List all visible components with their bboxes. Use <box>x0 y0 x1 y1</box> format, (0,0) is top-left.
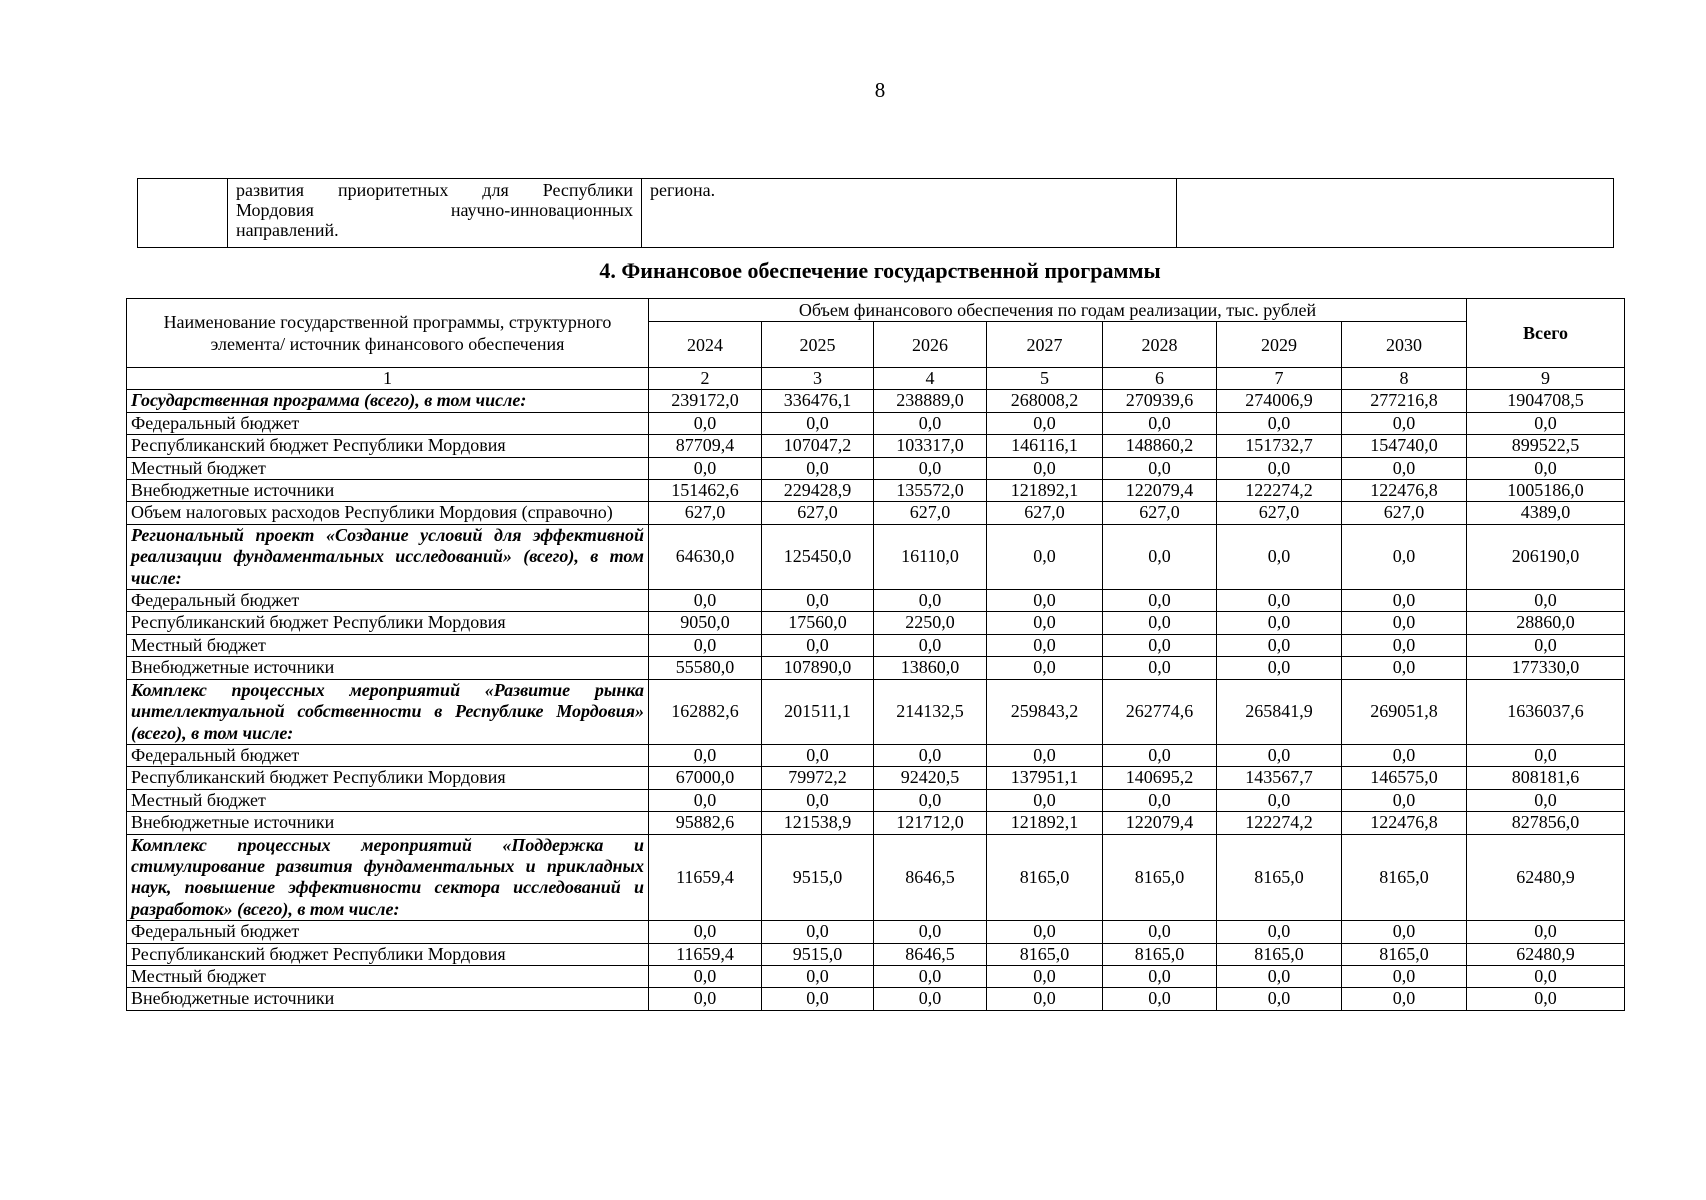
row-year-value: 154740,0 <box>1342 435 1467 457</box>
row-total-value: 1005186,0 <box>1467 480 1625 502</box>
row-total-value: 0,0 <box>1467 789 1625 811</box>
row-year-value: 0,0 <box>1342 988 1467 1010</box>
row-total-value: 0,0 <box>1467 744 1625 766</box>
row-total-value: 1636037,6 <box>1467 679 1625 744</box>
row-year-value: 137951,1 <box>987 767 1103 789</box>
row-name: Местный бюджет <box>127 965 649 987</box>
row-year-value: 8165,0 <box>1103 834 1217 921</box>
row-year-value: 0,0 <box>1103 744 1217 766</box>
row-year-value: 151462,6 <box>649 480 762 502</box>
row-year-value: 0,0 <box>649 744 762 766</box>
row-year-value: 265841,9 <box>1217 679 1342 744</box>
row-year-value: 8165,0 <box>1217 943 1342 965</box>
fragment-empty-cell <box>1177 179 1614 248</box>
row-year-value: 627,0 <box>874 502 987 524</box>
row-total-value: 0,0 <box>1467 590 1625 612</box>
row-total-value: 899522,5 <box>1467 435 1625 457</box>
row-year-value: 9515,0 <box>762 834 874 921</box>
row-year-value: 0,0 <box>987 988 1103 1010</box>
row-year-value: 0,0 <box>987 634 1103 656</box>
row-year-value: 0,0 <box>1103 988 1217 1010</box>
row-year-value: 0,0 <box>1217 634 1342 656</box>
row-year-value: 274006,9 <box>1217 390 1342 412</box>
row-total-value: 206190,0 <box>1467 524 1625 589</box>
row-year-value: 2250,0 <box>874 612 987 634</box>
row-year-value: 0,0 <box>1217 457 1342 479</box>
row-name: Комплекс процессных мероприятий «Поддержка и стимулирование развития фундаментальных и прикладных наук, повышение эффективности сектора исследований и разработок» (всего), в том числе: <box>127 834 649 921</box>
row-year-value: 0,0 <box>987 744 1103 766</box>
row-year-value: 0,0 <box>1103 965 1217 987</box>
row-year-value: 135572,0 <box>874 480 987 502</box>
row-name: Федеральный бюджет <box>127 921 649 943</box>
row-name: Республиканский бюджет Республики Мордовия <box>127 943 649 965</box>
row-year-value: 0,0 <box>874 921 987 943</box>
row-year-value: 0,0 <box>874 590 987 612</box>
row-year-value: 0,0 <box>1103 590 1217 612</box>
row-year-value: 0,0 <box>1342 744 1467 766</box>
row-year-value: 0,0 <box>649 412 762 434</box>
row-year-value: 269051,8 <box>1342 679 1467 744</box>
row-year-value: 0,0 <box>1217 612 1342 634</box>
row-year-value: 0,0 <box>1342 590 1467 612</box>
row-year-value: 0,0 <box>762 590 874 612</box>
row-year-value: 0,0 <box>1217 965 1342 987</box>
row-year-value: 121892,1 <box>987 812 1103 834</box>
row-name: Региональный проект «Создание условий для эффективной реализации фундаментальных исследований» (всего), в том числе: <box>127 524 649 589</box>
header-name-column: Наименование государственной программы, структурного элемента/ источник финансового обеспечения <box>127 299 649 368</box>
table-row-program-item <box>127 524 1625 589</box>
row-year-value: 0,0 <box>874 744 987 766</box>
row-year-value: 107890,0 <box>762 657 874 679</box>
row-year-value: 122274,2 <box>1217 480 1342 502</box>
row-total-value: 62480,9 <box>1467 834 1625 921</box>
row-year-value: 64630,0 <box>649 524 762 589</box>
row-year-value: 627,0 <box>1342 502 1467 524</box>
column-number: 1 <box>127 368 649 390</box>
row-year-value: 11659,4 <box>649 943 762 965</box>
row-total-value: 0,0 <box>1467 457 1625 479</box>
table-row-source <box>127 789 1625 811</box>
row-year-value: 262774,6 <box>1103 679 1217 744</box>
row-year-value: 0,0 <box>1342 789 1467 811</box>
row-total-value: 28860,0 <box>1467 612 1625 634</box>
row-year-value: 336476,1 <box>762 390 874 412</box>
row-name: Внебюджетные источники <box>127 988 649 1010</box>
row-year-value: 0,0 <box>649 457 762 479</box>
row-year-value: 201511,1 <box>762 679 874 744</box>
header-year: 2030 <box>1342 322 1467 368</box>
row-year-value: 0,0 <box>762 457 874 479</box>
table-row-source <box>127 744 1625 766</box>
column-number: 9 <box>1467 368 1625 390</box>
row-name: Комплекс процессных мероприятий «Развитие рынка интеллектуальной собственности в Республике Мордовия» (всего), в том числе: <box>127 679 649 744</box>
row-year-value: 0,0 <box>987 524 1103 589</box>
table-row-source <box>127 502 1625 524</box>
table-row-source <box>127 590 1625 612</box>
column-number: 2 <box>649 368 762 390</box>
row-year-value: 9515,0 <box>762 943 874 965</box>
row-total-value: 0,0 <box>1467 921 1625 943</box>
table-row-source <box>127 634 1625 656</box>
row-name: Республиканский бюджет Республики Мордовия <box>127 435 649 457</box>
row-year-value: 0,0 <box>1342 965 1467 987</box>
row-year-value: 0,0 <box>1217 590 1342 612</box>
row-year-value: 0,0 <box>762 744 874 766</box>
row-total-value: 808181,6 <box>1467 767 1625 789</box>
row-year-value: 125450,0 <box>762 524 874 589</box>
row-name: Федеральный бюджет <box>127 744 649 766</box>
table-row-source <box>127 812 1625 834</box>
row-year-value: 268008,2 <box>987 390 1103 412</box>
row-year-value: 0,0 <box>1217 921 1342 943</box>
column-number: 4 <box>874 368 987 390</box>
row-year-value: 8646,5 <box>874 834 987 921</box>
row-year-value: 121892,1 <box>987 480 1103 502</box>
row-year-value: 0,0 <box>1103 412 1217 434</box>
row-year-value: 627,0 <box>649 502 762 524</box>
row-year-value: 8165,0 <box>987 943 1103 965</box>
row-name: Внебюджетные источники <box>127 657 649 679</box>
row-year-value: 11659,4 <box>649 834 762 921</box>
row-year-value: 121538,9 <box>762 812 874 834</box>
row-year-value: 0,0 <box>1342 612 1467 634</box>
row-name: Местный бюджет <box>127 789 649 811</box>
row-year-value: 0,0 <box>987 657 1103 679</box>
row-name: Государственная программа (всего), в том числе: <box>127 390 649 412</box>
previous-table-fragment <box>137 178 1614 248</box>
row-year-value: 146116,1 <box>987 435 1103 457</box>
row-year-value: 0,0 <box>874 412 987 434</box>
row-year-value: 0,0 <box>1103 524 1217 589</box>
row-year-value: 122079,4 <box>1103 480 1217 502</box>
row-year-value: 0,0 <box>1342 921 1467 943</box>
row-year-value: 627,0 <box>1217 502 1342 524</box>
row-year-value: 121712,0 <box>874 812 987 834</box>
row-total-value: 62480,9 <box>1467 943 1625 965</box>
row-year-value: 0,0 <box>649 965 762 987</box>
row-year-value: 270939,6 <box>1103 390 1217 412</box>
column-number: 6 <box>1103 368 1217 390</box>
fragment-region-cell: региона. <box>642 179 1177 248</box>
row-year-value: 0,0 <box>987 789 1103 811</box>
row-year-value: 103317,0 <box>874 435 987 457</box>
row-year-value: 92420,5 <box>874 767 987 789</box>
row-year-value: 8165,0 <box>1103 943 1217 965</box>
row-year-value: 259843,2 <box>987 679 1103 744</box>
column-number: 7 <box>1217 368 1342 390</box>
row-year-value: 107047,2 <box>762 435 874 457</box>
row-year-value: 143567,7 <box>1217 767 1342 789</box>
row-year-value: 87709,4 <box>649 435 762 457</box>
row-year-value: 0,0 <box>649 590 762 612</box>
header-group-title: Объем финансового обеспечения по годам реализации, тыс. рублей <box>649 299 1467 322</box>
row-year-value: 0,0 <box>1103 921 1217 943</box>
row-year-value: 0,0 <box>762 412 874 434</box>
row-year-value: 0,0 <box>649 789 762 811</box>
header-year: 2026 <box>874 322 987 368</box>
section-title: 4. Финансовое обеспечение государственной программы <box>599 258 1161 283</box>
table-row-source <box>127 612 1625 634</box>
header-year: 2025 <box>762 322 874 368</box>
row-year-value: 0,0 <box>874 457 987 479</box>
row-year-value: 0,0 <box>762 921 874 943</box>
row-total-value: 0,0 <box>1467 965 1625 987</box>
row-year-value: 122079,4 <box>1103 812 1217 834</box>
row-year-value: 0,0 <box>1342 657 1467 679</box>
table-row-source <box>127 480 1625 502</box>
row-year-value: 67000,0 <box>649 767 762 789</box>
page-number: 8 <box>874 78 886 102</box>
row-year-value: 0,0 <box>1342 634 1467 656</box>
row-total-value: 0,0 <box>1467 634 1625 656</box>
header-year: 2027 <box>987 322 1103 368</box>
row-year-value: 239172,0 <box>649 390 762 412</box>
row-year-value: 0,0 <box>762 988 874 1010</box>
row-year-value: 0,0 <box>1103 657 1217 679</box>
table-row-source <box>127 435 1625 457</box>
row-year-value: 0,0 <box>649 988 762 1010</box>
row-year-value: 627,0 <box>762 502 874 524</box>
row-year-value: 13860,0 <box>874 657 987 679</box>
row-year-value: 8165,0 <box>987 834 1103 921</box>
row-year-value: 16110,0 <box>874 524 987 589</box>
row-year-value: 8646,5 <box>874 943 987 965</box>
row-year-value: 0,0 <box>987 457 1103 479</box>
row-total-value: 4389,0 <box>1467 502 1625 524</box>
row-year-value: 8165,0 <box>1217 834 1342 921</box>
header-year: 2028 <box>1103 322 1217 368</box>
header-total: Всего <box>1467 299 1625 368</box>
row-name: Местный бюджет <box>127 634 649 656</box>
column-number: 8 <box>1342 368 1467 390</box>
row-year-value: 151732,7 <box>1217 435 1342 457</box>
row-name: Внебюджетные источники <box>127 812 649 834</box>
row-year-value: 0,0 <box>987 965 1103 987</box>
fragment-text-cell <box>228 179 642 248</box>
row-year-value: 8165,0 <box>1342 834 1467 921</box>
row-year-value: 0,0 <box>1342 457 1467 479</box>
row-year-value: 0,0 <box>874 965 987 987</box>
row-year-value: 17560,0 <box>762 612 874 634</box>
row-year-value: 229428,9 <box>762 480 874 502</box>
row-total-value: 0,0 <box>1467 412 1625 434</box>
table-row-source <box>127 457 1625 479</box>
row-year-value: 0,0 <box>874 988 987 1010</box>
row-year-value: 0,0 <box>762 789 874 811</box>
row-name: Федеральный бюджет <box>127 412 649 434</box>
row-total-value: 0,0 <box>1467 988 1625 1010</box>
row-year-value: 0,0 <box>987 412 1103 434</box>
row-year-value: 238889,0 <box>874 390 987 412</box>
column-number: 5 <box>987 368 1103 390</box>
table-row-source <box>127 657 1625 679</box>
row-name: Республиканский бюджет Республики Мордовия <box>127 612 649 634</box>
row-year-value: 0,0 <box>1103 457 1217 479</box>
row-year-value: 0,0 <box>649 921 762 943</box>
row-year-value: 627,0 <box>987 502 1103 524</box>
row-year-value: 0,0 <box>1217 988 1342 1010</box>
row-year-value: 214132,5 <box>874 679 987 744</box>
row-year-value: 0,0 <box>1342 524 1467 589</box>
row-name: Республиканский бюджет Республики Мордовия <box>127 767 649 789</box>
row-year-value: 162882,6 <box>649 679 762 744</box>
row-year-value: 0,0 <box>1217 524 1342 589</box>
table-row-program-item <box>127 390 1625 412</box>
row-year-value: 0,0 <box>1217 657 1342 679</box>
row-year-value: 0,0 <box>1217 789 1342 811</box>
table-row-source <box>127 988 1625 1010</box>
row-year-value: 0,0 <box>762 965 874 987</box>
row-year-value: 148860,2 <box>1103 435 1217 457</box>
row-year-value: 0,0 <box>987 590 1103 612</box>
table-row-source <box>127 965 1625 987</box>
financing-table <box>126 298 1625 1011</box>
row-year-value: 0,0 <box>1103 789 1217 811</box>
table-row-source <box>127 767 1625 789</box>
fragment-line: развития приоритетных для Республики <box>236 180 633 200</box>
row-year-value: 55580,0 <box>649 657 762 679</box>
row-total-value: 827856,0 <box>1467 812 1625 834</box>
row-year-value: 122274,2 <box>1217 812 1342 834</box>
row-year-value: 9050,0 <box>649 612 762 634</box>
row-year-value: 0,0 <box>1342 412 1467 434</box>
row-year-value: 0,0 <box>987 612 1103 634</box>
row-year-value: 122476,8 <box>1342 812 1467 834</box>
table-row-program-item <box>127 679 1625 744</box>
row-name: Федеральный бюджет <box>127 590 649 612</box>
table-row-program-item <box>127 834 1625 921</box>
row-year-value: 277216,8 <box>1342 390 1467 412</box>
row-year-value: 0,0 <box>1103 634 1217 656</box>
row-year-value: 8165,0 <box>1342 943 1467 965</box>
row-total-value: 177330,0 <box>1467 657 1625 679</box>
row-total-value: 1904708,5 <box>1467 390 1625 412</box>
row-year-value: 122476,8 <box>1342 480 1467 502</box>
row-year-value: 0,0 <box>987 921 1103 943</box>
table-row-source <box>127 412 1625 434</box>
row-year-value: 0,0 <box>649 634 762 656</box>
row-name: Объем налоговых расходов Республики Мордовия (справочно) <box>127 502 649 524</box>
table-row-source <box>127 943 1625 965</box>
row-year-value: 0,0 <box>762 634 874 656</box>
column-number: 3 <box>762 368 874 390</box>
header-year: 2029 <box>1217 322 1342 368</box>
fragment-empty-cell <box>138 179 228 248</box>
row-year-value: 79972,2 <box>762 767 874 789</box>
row-year-value: 146575,0 <box>1342 767 1467 789</box>
row-name: Местный бюджет <box>127 457 649 479</box>
table-row-source <box>127 921 1625 943</box>
fragment-line: Мордовия научно-инновационных <box>236 200 633 220</box>
header-year: 2024 <box>649 322 762 368</box>
row-year-value: 0,0 <box>874 789 987 811</box>
row-year-value: 140695,2 <box>1103 767 1217 789</box>
row-year-value: 0,0 <box>1103 612 1217 634</box>
row-year-value: 0,0 <box>1217 412 1342 434</box>
row-year-value: 627,0 <box>1103 502 1217 524</box>
row-name: Внебюджетные источники <box>127 480 649 502</box>
row-year-value: 0,0 <box>874 634 987 656</box>
row-year-value: 0,0 <box>1217 744 1342 766</box>
fragment-line: направлений. <box>236 220 339 240</box>
row-year-value: 95882,6 <box>649 812 762 834</box>
